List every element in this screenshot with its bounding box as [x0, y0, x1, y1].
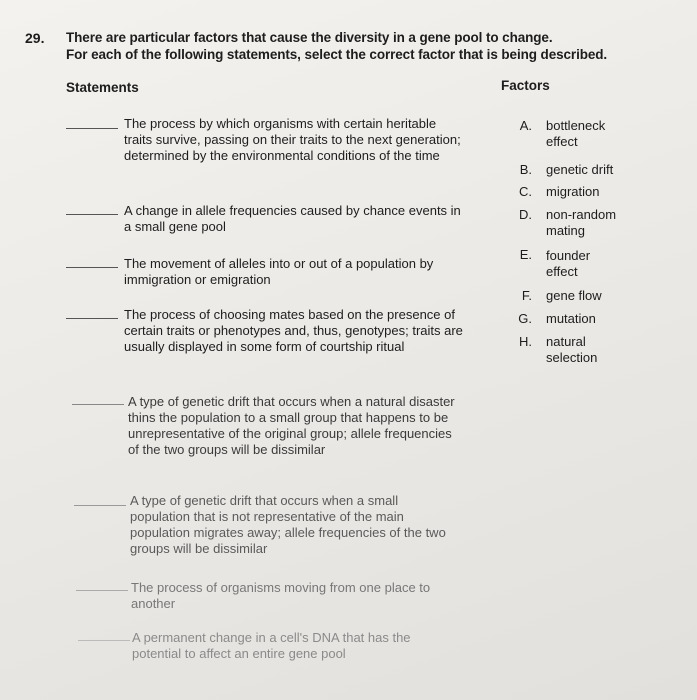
answer-blank-4[interactable]	[66, 318, 118, 319]
question-line-1: There are particular factors that cause the diversity in a gene pool to change.	[66, 30, 553, 45]
answer-blank-6[interactable]	[74, 505, 126, 506]
statement-7: The process of organisms moving from one place to another	[131, 580, 431, 611]
factor-text-g: mutation	[546, 311, 596, 326]
factor-text-d: non-random mating	[546, 207, 617, 238]
question-line-2: For each of the following statements, select the correct factor that is being described.	[66, 47, 608, 62]
answer-blank-1[interactable]	[66, 128, 118, 129]
factor-text-e: founder effect	[546, 248, 591, 279]
statement-5: A type of genetic drift that occurs when a natural disaster thins the population to a small group that happens to be unrepresentative of the original group; allele frequencies of the two groups will be dissimilar	[128, 394, 455, 457]
factor-text-c: migration	[546, 184, 600, 199]
factor-text-a: bottleneck effect	[546, 118, 606, 149]
statement-2: A change in allele frequencies caused by chance events in a small gene pool	[124, 203, 461, 234]
factor-letter-f: F.	[521, 288, 532, 303]
answer-blank-5[interactable]	[72, 404, 124, 405]
answer-blank-7[interactable]	[76, 590, 128, 591]
factor-letter-b: B.	[519, 162, 532, 177]
statement-6: A type of genetic drift that occurs when a small population that is not representative of the main population migrates away; allele frequencies of the two groups will be dissimilar	[130, 493, 446, 556]
answer-blank-3[interactable]	[66, 267, 118, 268]
factor-letter-g: G.	[518, 311, 532, 326]
answer-blank-2[interactable]	[66, 214, 118, 215]
factor-letter-h: H.	[519, 334, 532, 349]
statement-4: The process of choosing mates based on the presence of certain traits or phenotypes and, thus, genotypes; traits are usually displayed in some form of courtship ritual	[124, 307, 463, 354]
factor-text-b: genetic drift	[546, 162, 614, 177]
statements-header: Statements	[66, 80, 139, 95]
factor-letter-c: C.	[519, 184, 532, 199]
statement-3: The movement of alleles into or out of a population by immigration or emigration	[124, 256, 434, 287]
question-number: 29.	[25, 30, 45, 46]
statement-1: The process by which organisms with certain heritable traits survive, passing on their traits to the next generation; determined by the environmental conditions of the time	[124, 116, 461, 163]
factor-letter-a: A.	[519, 118, 532, 133]
answer-blank-8[interactable]	[78, 640, 130, 641]
factor-letter-e: E.	[519, 247, 532, 262]
factor-letter-d: D.	[519, 207, 532, 222]
factor-text-f: gene flow	[546, 288, 602, 303]
factor-text-h: natural selection	[546, 334, 598, 365]
factors-header: Factors	[501, 78, 550, 93]
statement-8: A permanent change in a cell's DNA that has the potential to affect an entire gene pool	[132, 630, 411, 661]
